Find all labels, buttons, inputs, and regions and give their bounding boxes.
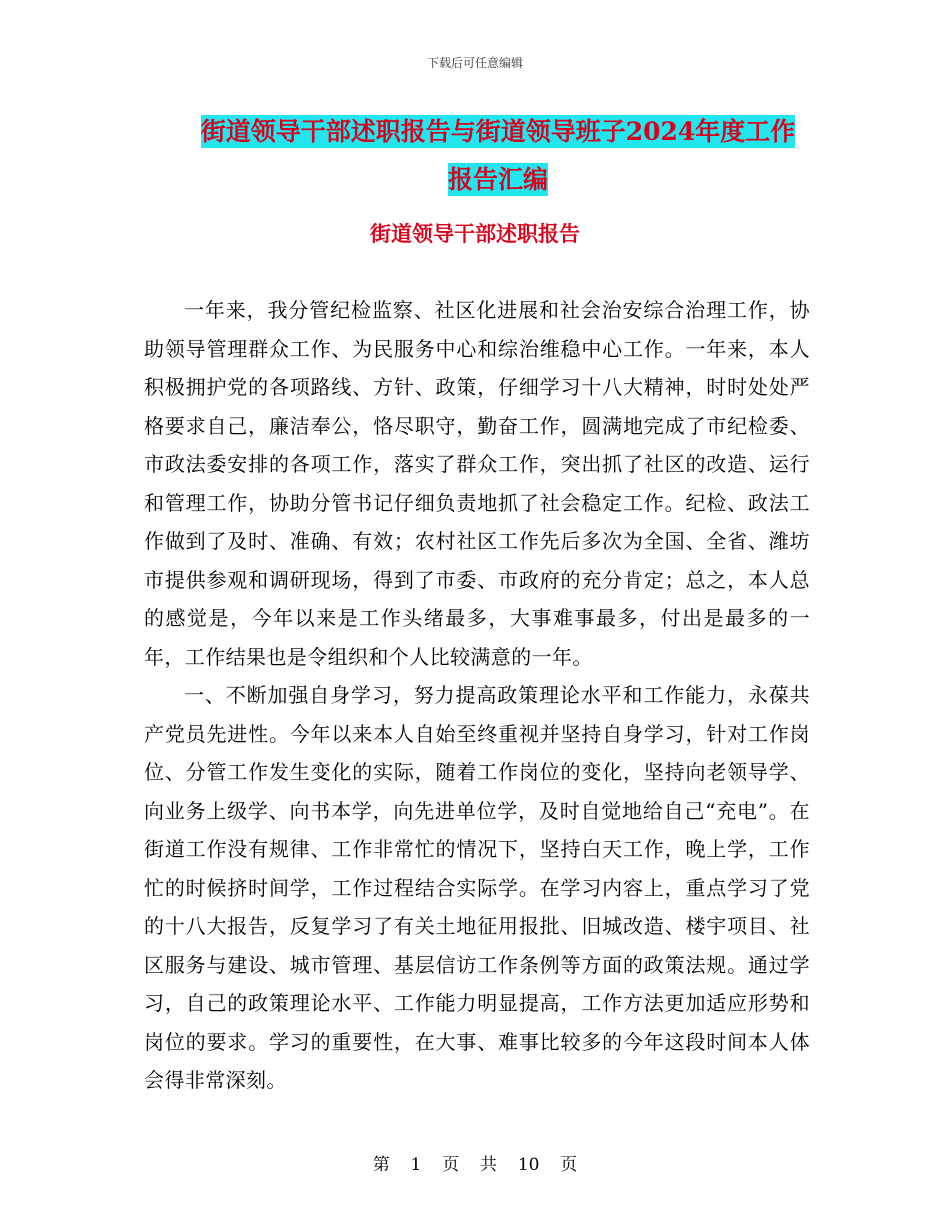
footer-prefix: 第 (372, 1155, 390, 1175)
paragraph: 一年来，我分管纪检监察、社区化进展和社会治安综合治理工作，协助领导管理群众工作、为民服务中心和综治维稳中心工作。一年来，本人积极拥护党的各项路线、方针、政策，仔细学习十八大精神，时时处处严格要求自己，廉洁奉公，恪尽职守，勤奋工作，圆满地完成了市纪检委、市政法委安排的各项工作，落实了群众工作，突出抓了社区的改造、运行和管理工作，协助分管书记仔细负责地抓了社会稳定工作。纪检、政法工作做到了及时、准确、有效；农村社区工作先后多次为全国、全省、潍坊市提供参观和调研现场，得到了市委、市政府的充分肯定；总之，本人总的感觉是，今年以来是工作头绪最多，大事难事最多，付出是最多的一年，工作结果也是令组织和个人比较满意的一年。 (144, 298, 810, 669)
footer-total-word: 共 (480, 1155, 497, 1175)
footer-page-word: 页 (442, 1155, 460, 1175)
document-title (145, 108, 851, 204)
header-note: 下载后可任意编辑 (426, 56, 523, 70)
title-line-2: 报告汇编 (447, 165, 548, 194)
section-title: 街道领导干部述职报告 (370, 221, 580, 246)
footer-suffix: 页 (560, 1155, 578, 1175)
page-footer (0, 1150, 950, 1175)
paragraph: 一、不断加强自身学习，努力提高政策理论水平和工作能力，永葆共产党员先进性。今年以来本人自始至终重视并坚持自身学习，针对工作岗位、分管工作发生变化的实际，随着工作岗位的变化，坚持向老领导学、向业务上级学、向书本学，向先进单位学，及时自觉地给自己“充电”。在街道工作没有规律、工作非常忙的情况下，坚持白天工作，晚上学，工作忙的时候挤时间学，工作过程结合实际学。在学习内容上，重点学习了党的十八大报告，反复学习了有关土地征用报批、旧城改造、楼宇项目、社区服务与建设、城市管理、基层信访工作条例等方面的政策法规。通过学习，自己的政策理论水平、工作能力明显提高，工作方法更加适应形势和岗位的要求。学习的重要性，在大事、难事比较多的今年这段时间本人体会得非常深刻。 (144, 683, 810, 1092)
body-text (144, 291, 810, 1100)
title-line-1: 街道领导干部述职报告与街道领导班子2024年度工作 (200, 117, 796, 146)
footer-total-pages: 10 (517, 1155, 540, 1175)
footer-current-page: 1 (410, 1155, 422, 1175)
